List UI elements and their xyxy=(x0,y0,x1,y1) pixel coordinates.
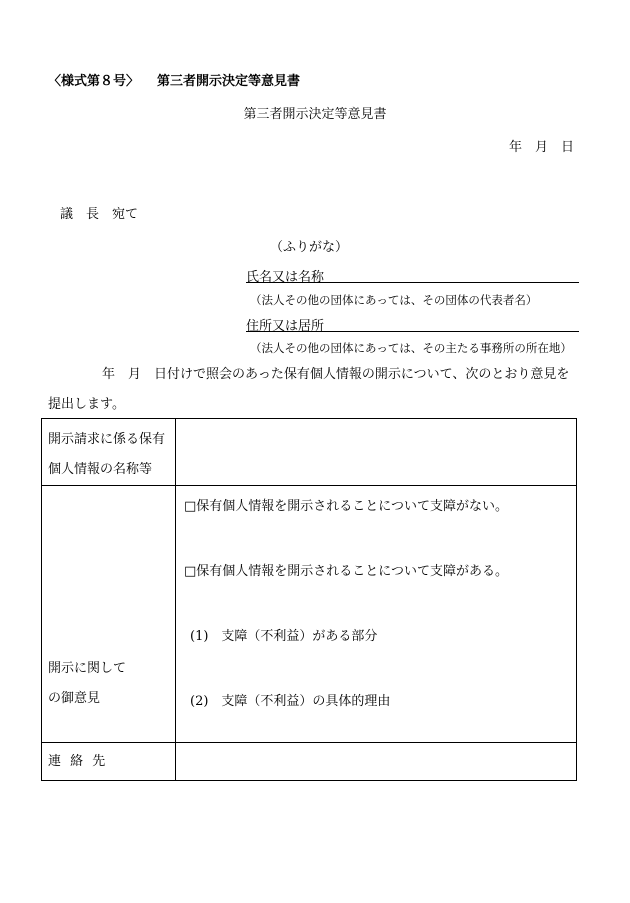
opinion-label-cell xyxy=(42,486,176,743)
form-name: 第三者開示決定等意見書 xyxy=(157,74,301,89)
info-name-label-line2: 個人情報の名称等 xyxy=(48,462,153,477)
name-field[interactable] xyxy=(246,266,579,283)
table-row xyxy=(42,486,577,743)
address-note: （法人その他の団体にあっては、その主たる事務所の所在地） xyxy=(250,341,572,355)
address-field[interactable] xyxy=(246,315,579,332)
option-no-objection-checkbox[interactable]: □保有個人情報を開示されることについて支障がない。 xyxy=(184,499,509,514)
addressee: 議 長 宛て xyxy=(60,207,139,222)
name-label: 氏名又は名称 xyxy=(246,270,325,285)
address-label: 住所又は居所 xyxy=(246,319,325,334)
opinion-table xyxy=(41,418,577,781)
name-note: （法人その他の団体にあっては、その団体の代表者名） xyxy=(250,293,538,307)
furigana-label: （ふりがな） xyxy=(270,240,349,255)
opinion-label-line2: の御意見 xyxy=(48,691,101,706)
contact-input-cell[interactable] xyxy=(176,743,577,781)
form-header xyxy=(48,70,300,89)
document-title: 第三者開示決定等意見書 xyxy=(243,107,387,122)
info-name-label-line1: 開示請求に係る保有 xyxy=(48,432,166,447)
body-text: 年 月 日付けで照会のあった保有個人情報の開示について、次のとおり意見を提出します。 xyxy=(48,367,570,412)
table-row xyxy=(42,419,577,486)
contact-label: 連 絡 先 xyxy=(48,754,106,769)
contact-label-cell xyxy=(42,743,176,781)
form-number: 〈様式第８号〉 xyxy=(48,74,140,89)
objection-part-item: (1) 支障（不利益）がある部分 xyxy=(190,629,378,644)
date-field: 年 月 日 xyxy=(508,140,574,155)
opinion-label-line1: 開示に関して xyxy=(48,661,127,676)
option-objection-checkbox[interactable]: □保有個人情報を開示されることについて支障がある。 xyxy=(184,564,509,579)
info-name-input-cell[interactable] xyxy=(176,419,577,486)
info-name-label-cell xyxy=(42,419,176,486)
opinion-input-cell[interactable] xyxy=(176,486,577,743)
objection-reason-item: (2) 支障（不利益）の具体的理由 xyxy=(190,694,391,709)
table-row xyxy=(42,743,577,781)
